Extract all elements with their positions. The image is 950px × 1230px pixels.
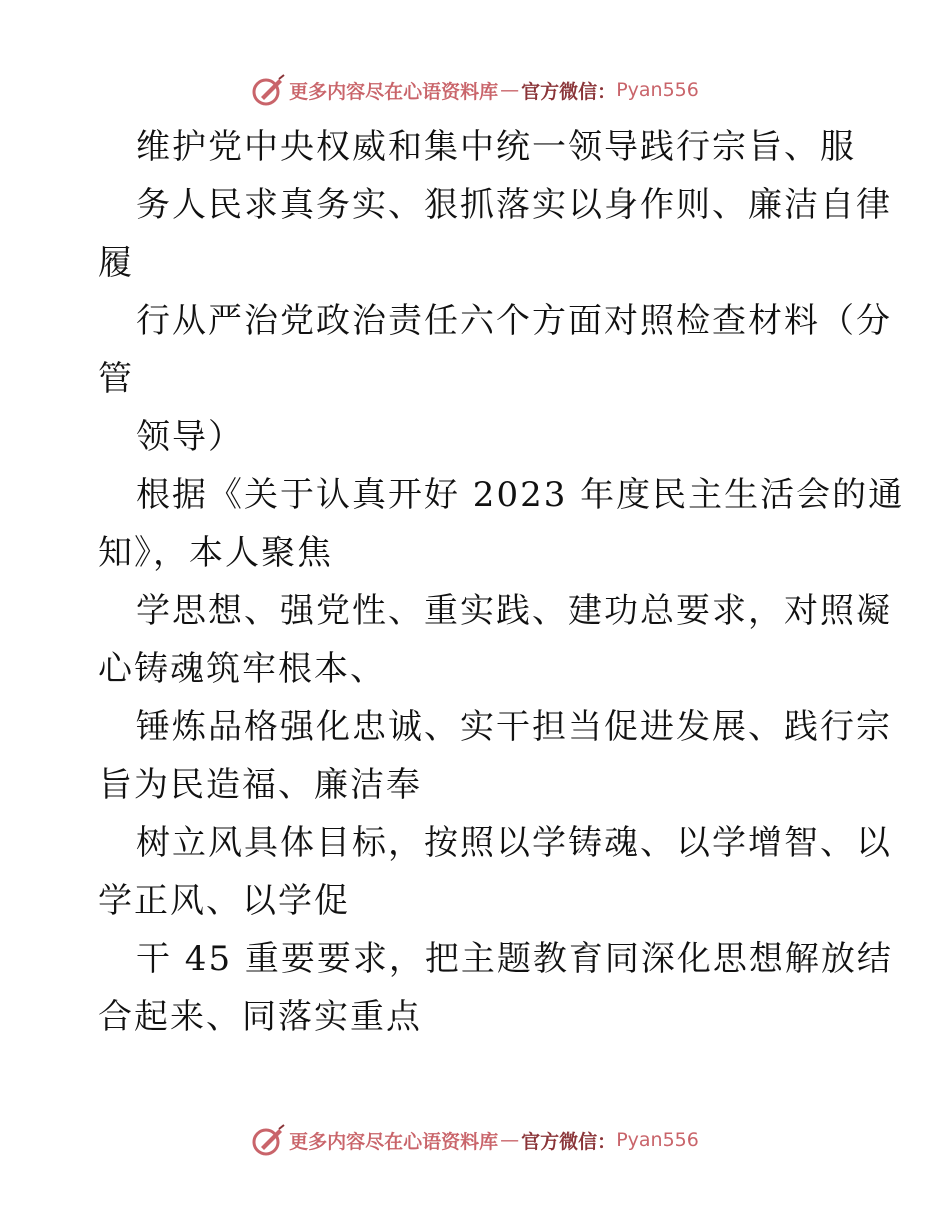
text-line: 干 45 重要要求，把主题教育同深化思想解放结 bbox=[136, 939, 893, 979]
text-line: 锤炼品格强化忠诚、实干担当促进发展、践行宗 bbox=[136, 707, 892, 747]
quill-logo-icon bbox=[251, 1123, 285, 1157]
watermark-header bbox=[0, 70, 950, 110]
text-line: 履 bbox=[98, 243, 134, 283]
text-line: 知》，本人聚焦 bbox=[98, 533, 333, 573]
watermark-wechat-label: 官方微信： bbox=[521, 80, 617, 103]
quill-logo-icon bbox=[251, 73, 285, 107]
watermark-dash: — bbox=[500, 79, 520, 101]
text-line: 学思想、强党性、重实践、建功总要求，对照凝 bbox=[136, 591, 892, 631]
text-line: 领导） bbox=[136, 417, 244, 457]
text-line: 行从严治党政治责任六个方面对照检查材料（分 bbox=[136, 301, 892, 341]
text-line: 务人民求真务实、狠抓落实以身作则、廉洁自律 bbox=[136, 185, 892, 225]
text-line: 管 bbox=[98, 359, 134, 399]
text-line: 树立风具体目标，按照以学铸魂、以学增智、以 bbox=[136, 823, 892, 863]
watermark-wechat-label: 官方微信： bbox=[521, 1130, 617, 1153]
text-line: 合起来、同落实重点 bbox=[98, 997, 422, 1037]
watermark-title: 更多内容尽在心语资料库 bbox=[289, 80, 499, 103]
watermark-dash: — bbox=[500, 1129, 520, 1151]
text-line: 学正风、以学促 bbox=[98, 881, 350, 921]
watermark-title: 更多内容尽在心语资料库 bbox=[289, 1130, 499, 1153]
document-body bbox=[98, 118, 905, 1046]
text-line: 维护党中央权威和集中统一领导践行宗旨、服 bbox=[136, 127, 856, 167]
watermark-wechat-id: Pyan556 bbox=[616, 1129, 699, 1151]
watermark-footer bbox=[0, 1120, 950, 1160]
text-line: 旨为民造福、廉洁奉 bbox=[98, 765, 422, 805]
watermark-wechat-id: Pyan556 bbox=[616, 79, 699, 101]
text-line: 根据《关于认真开好 2023 年度民主生活会的通 bbox=[136, 475, 905, 515]
text-line: 心铸魂筑牢根本、 bbox=[98, 649, 386, 689]
